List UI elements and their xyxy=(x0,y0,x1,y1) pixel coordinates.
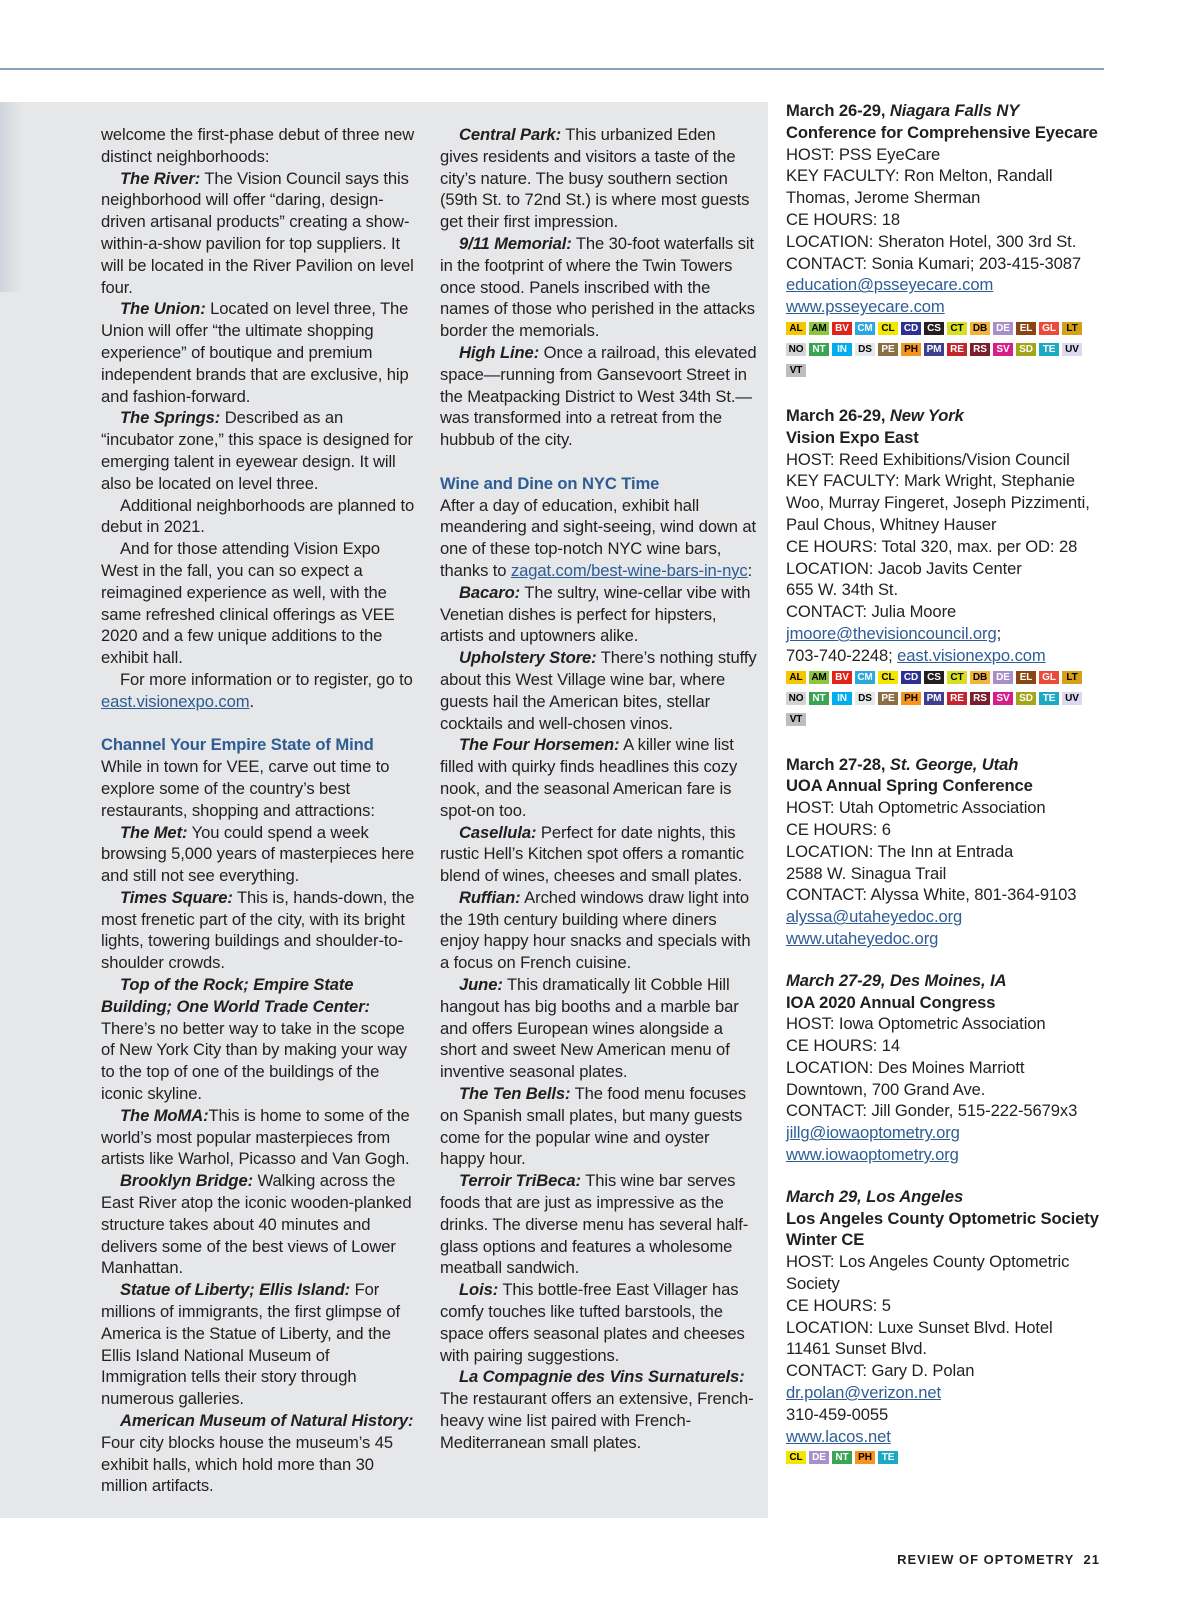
body-text: Described as an “incubator zone,” this space is designed for emerging talent in eyewear design. It will also be located on level three. xyxy=(101,408,413,493)
top-rule xyxy=(0,68,1104,70)
lead-in: The Union: xyxy=(120,299,206,319)
paragraph-river xyxy=(101,168,419,299)
event-email-link[interactable]: alyssa@utaheyedoc.org xyxy=(786,907,963,927)
badge-in: IN xyxy=(832,343,852,356)
event-date xyxy=(786,970,1106,992)
event-place: New York xyxy=(889,405,964,425)
article-column-2 xyxy=(440,124,758,1454)
badge-uv: UV xyxy=(1062,343,1082,356)
event-email-link[interactable]: jillg@iowaoptometry.org xyxy=(786,1123,960,1143)
body-text: This wine bar serves foods that are just as impressive as the drinks. The diverse menu has several half-glass options and features a wholesome meatball sandwich. xyxy=(440,1171,749,1278)
event-phone: 703-740-2248; xyxy=(786,645,898,665)
paragraph-brooklyn xyxy=(101,1170,419,1279)
event-place: St. George, Utah xyxy=(889,754,1019,774)
badge-gl: GL xyxy=(1039,322,1059,335)
event-contact: CONTACT: Gary D. Polan xyxy=(786,1361,975,1381)
badge-ds: DS xyxy=(855,692,875,705)
paragraph-union xyxy=(101,298,419,407)
badge-ph: PH xyxy=(855,1451,875,1464)
event-niagara xyxy=(786,100,1106,385)
paragraph-top xyxy=(101,974,419,1105)
event-host: HOST: Utah Optometric Association xyxy=(786,798,1046,818)
body-text: A killer wine list filled with quirky finds headlines this cozy nook, and the seasonal American fare is spot-on too. xyxy=(440,735,738,820)
event-faculty: KEY FACULTY: Mark Wright, Stephanie Woo, Murray Fingeret, Joseph Pizzimenti, Paul Chous, Whitney Hauser xyxy=(786,471,1090,534)
event-website-link[interactable]: www.iowaoptometry.org xyxy=(786,1145,959,1165)
body-text: : xyxy=(747,560,753,580)
badge-lt: LT xyxy=(1062,322,1082,335)
lead-in: Brooklyn Bridge: xyxy=(120,1171,254,1191)
badge-cs: CS xyxy=(924,671,944,684)
lead-in: The Four Horsemen: xyxy=(459,735,620,755)
badge-uv: UV xyxy=(1062,692,1082,705)
badge-gl: GL xyxy=(1039,671,1059,684)
lead-in: The Ten Bells: xyxy=(459,1084,571,1104)
event-phone: 310-459-0055 xyxy=(786,1404,889,1424)
badge-re: RE xyxy=(947,692,967,705)
body-text: This bottle-free East Villager has comfy touches like tufted barstools, the space offers seasonal plates and cheeses with pairing suggestions. xyxy=(440,1280,745,1365)
event-des-moines xyxy=(786,970,1106,1166)
badge-el: EL xyxy=(1016,322,1036,335)
badge-ct: CT xyxy=(947,671,967,684)
paragraph: welcome the first-phase debut of three new distinct neighborhoods: xyxy=(101,125,415,166)
paragraph-june xyxy=(440,974,758,1083)
badge-db: DB xyxy=(970,671,990,684)
body-text: This dramatically lit Cobble Hill hangout has big booths and a marble bar and offers European wines alongside a short and sweet New American menu of inventive seasonal plates. xyxy=(440,975,739,1082)
section-heading: Wine and Dine on NYC Time xyxy=(440,473,660,493)
event-location: LOCATION: Jacob Javits Center xyxy=(786,558,1022,578)
paragraph-horsemen xyxy=(440,734,758,821)
event-date-text: March 27-29, Des Moines, IA xyxy=(786,970,1007,990)
event-location-2: 655 W. 34th St. xyxy=(786,580,898,600)
badge-ct: CT xyxy=(947,322,967,335)
badge-ph: PH xyxy=(901,343,921,356)
body-text: For millions of immigrants, the first glimpse of America is the Statue of Liberty, and the Ellis Island National Museum of Immigration tells their story through numerous galleries. xyxy=(101,1280,400,1409)
lead-in: Statue of Liberty; Ellis Island: xyxy=(120,1280,351,1300)
badge-de: DE xyxy=(993,671,1013,684)
event-place: Niagara Falls NY xyxy=(889,101,1020,120)
paragraph-central xyxy=(440,124,758,233)
event-website-link[interactable]: www.psseyecare.com xyxy=(786,297,945,317)
paragraph: And for those attending Vision Expo West in the fall, you can so expect a reimagined experience as well, with the same refreshed clinical offerings as VEE 2020 and a few unique additions to the exhibit hall. xyxy=(101,539,395,668)
badge-te: TE xyxy=(1039,692,1059,705)
paragraph-upholstery xyxy=(440,647,758,734)
event-email-link[interactable]: dr.polan@verizon.net xyxy=(786,1383,942,1403)
lead-in: La Compagnie des Vins Surnaturels: xyxy=(459,1367,745,1387)
event-title: Vision Expo East xyxy=(786,427,919,447)
badge-cl: CL xyxy=(878,671,898,684)
lead-in: High Line: xyxy=(459,342,540,362)
edge-shadow xyxy=(0,102,22,292)
badge-cl: CL xyxy=(878,322,898,335)
badge-pe: PE xyxy=(878,692,898,705)
badge-lt: LT xyxy=(1062,671,1082,684)
body-text: The Vision Council says this neighborhood will offer “daring, design-driven artisanal products” creating a show-within-a-show pavilion for top suppliers. It will be located in the River Pavilion on level four. xyxy=(101,168,414,297)
badge-pm: PM xyxy=(924,343,944,356)
lead-in: The MoMA: xyxy=(120,1105,209,1125)
event-ce-hours: CE HOURS: 6 xyxy=(786,819,891,839)
badge-te: TE xyxy=(878,1451,898,1464)
event-location-2: 11461 Sunset Blvd. xyxy=(786,1339,927,1359)
body-text: Perfect for date nights, this rustic Hell’s Kitchen spot offers a romantic blend of wines, cheeses and small plates. xyxy=(440,822,744,886)
event-los-angeles xyxy=(786,1186,1106,1473)
badge-cm: CM xyxy=(855,322,875,335)
event-ce-hours: CE HOURS: 14 xyxy=(786,1036,901,1056)
zagat-link[interactable]: zagat.com/best-wine-bars-in-nyc xyxy=(510,560,748,580)
badge-te: TE xyxy=(1039,343,1059,356)
event-date-text: March 29, Los Angeles xyxy=(786,1186,964,1206)
event-website-link[interactable]: www.utaheyedoc.org xyxy=(786,928,939,948)
lead-in: Upholstery Store: xyxy=(459,648,597,668)
paragraph-ruffian xyxy=(440,887,758,974)
event-email-link[interactable]: education@psseyecare.com xyxy=(786,275,994,295)
lead-in: Casellula: xyxy=(459,822,537,842)
body-text: There’s no better way to take in the scope of New York City than by making your way to the top of one of the buildings of the iconic skyline. xyxy=(101,1018,407,1104)
badge-nt: NT xyxy=(809,343,829,356)
event-location: LOCATION: Des Moines Marriott Downtown, 700 Grand Ave. xyxy=(786,1057,1025,1099)
paragraph-intro xyxy=(440,495,758,582)
event-date-text: March 26-29, xyxy=(786,101,890,120)
section-heading: Channel Your Empire State of Mind xyxy=(101,735,374,755)
body-text: This urbanized Eden gives residents and visitors a taste of the city’s nature. The busy southern section (59th St. to 72nd St.) is where most guests get their first impression. xyxy=(440,125,750,232)
event-contact: CONTACT: Sonia Kumari; 203-415-3087 xyxy=(786,253,1082,273)
category-badges xyxy=(786,671,1106,734)
lead-in: The River: xyxy=(120,168,201,188)
badge-cd: CD xyxy=(901,322,921,335)
badge-nt: NT xyxy=(809,692,829,705)
body-text: The 30-foot waterfalls sit in the footprint of where the Twin Towers once stood. Panels inscribed with the names of those who perished in the attacks border the memorials. xyxy=(440,233,755,341)
event-st-george xyxy=(786,754,1106,950)
publication-name: REVIEW OF OPTOMETRY xyxy=(897,1552,1075,1567)
lead-in: The Met: xyxy=(120,822,188,842)
event-date xyxy=(786,100,1106,122)
body-text: Four city blocks house the museum’s 45 exhibit halls, which hold more than 30 million artifacts. xyxy=(101,1432,393,1496)
paragraph-tenbells xyxy=(440,1083,758,1170)
paragraph-info xyxy=(101,669,419,713)
body-text: Arched windows draw light into the 19th century building where diners enjoy happy hour snacks and specials with a focus on French cuisine. xyxy=(440,887,751,973)
event-title: Conference for Comprehensive Eyecare xyxy=(786,122,1098,142)
event-host: HOST: PSS EyeCare xyxy=(786,144,941,164)
badge-am: AM xyxy=(809,671,829,684)
event-title: IOA 2020 Annual Congress xyxy=(786,992,996,1012)
paragraph-times xyxy=(101,887,419,974)
article-column-1 xyxy=(101,124,419,1497)
badge-in: IN xyxy=(832,692,852,705)
badge-vt: VT xyxy=(786,364,806,377)
paragraph: Additional neighborhoods are planned to debut in 2021. xyxy=(101,495,415,537)
badge-vt: VT xyxy=(786,713,806,726)
event-website-link[interactable]: east.visionexpo.com xyxy=(897,645,1046,665)
event-contact: CONTACT: Julia Moore xyxy=(786,602,957,622)
body-text: Walking across the East River atop the iconic wooden-planked structure takes about 40 minutes and delivers some of the best views of Lower Manhattan. xyxy=(101,1171,412,1278)
body-text: The food menu focuses on Spanish small plates, but many guests come for the popular wine and oyster happy hour. xyxy=(440,1084,746,1169)
badge-de: DE xyxy=(993,322,1013,335)
lead-in: Central Park: xyxy=(459,125,561,144)
event-title: UOA Annual Spring Conference xyxy=(786,776,1033,796)
paragraph: While in town for VEE, carve out time to explore some of the country’s best restaurants, shopping and attractions: xyxy=(101,757,390,820)
page-number: 21 xyxy=(1083,1552,1100,1567)
body-text: Located on level three, The Union will offer “the ultimate shopping experience” of boutique and premium independent brands that are exclusive, hip and fashion-forward. xyxy=(101,299,409,406)
lead-in: 9/11 Memorial: xyxy=(459,233,572,253)
paragraph-amnh xyxy=(101,1410,419,1497)
paragraph-liberty xyxy=(101,1279,419,1410)
event-date-text: March 27-28, xyxy=(786,754,890,774)
event-location-2: 2588 W. Sinagua Trail xyxy=(786,863,947,883)
badge-no: NO xyxy=(786,692,806,705)
badge-al: AL xyxy=(786,671,806,684)
lead-in: Bacaro: xyxy=(459,582,521,602)
lead-in: Top of the Rock; Empire State Building; One World Trade Center: xyxy=(101,975,370,1016)
paragraph-casellula xyxy=(440,822,758,887)
event-contact: CONTACT: Alyssa White, 801-364-9103 xyxy=(786,885,1077,905)
body-text: The restaurant offers an extensive, French-heavy wine list paired with French-Mediterranean small plates. xyxy=(440,1389,754,1452)
badge-re: RE xyxy=(947,343,967,356)
badge-bv: BV xyxy=(832,671,852,684)
badge-cm: CM xyxy=(855,671,875,684)
events-column xyxy=(786,100,1106,1492)
paragraph-lois xyxy=(440,1279,758,1366)
event-ce-hours: CE HOURS: Total 320, max. per OD: 28 xyxy=(786,536,1078,556)
badge-rs: RS xyxy=(970,343,990,356)
category-badges xyxy=(786,1451,1106,1472)
paragraph-memorial xyxy=(440,233,758,342)
badge-cd: CD xyxy=(901,671,921,684)
paragraph-moma xyxy=(101,1105,419,1170)
body-text: There’s nothing stuffy about this West Village wine bar, where guests hail the American bites, stellar cocktails and well-chosen vinos. xyxy=(440,648,757,733)
event-location: LOCATION: The Inn at Entrada xyxy=(786,841,1014,861)
body-text: . xyxy=(249,691,254,711)
paragraph-highline xyxy=(440,342,758,451)
lead-in: The Springs: xyxy=(120,408,221,428)
page-footer xyxy=(897,1552,1100,1567)
event-host: HOST: Iowa Optometric Association xyxy=(786,1014,1046,1034)
paragraph-terroir xyxy=(440,1170,758,1279)
event-location: LOCATION: Luxe Sunset Blvd. Hotel xyxy=(786,1317,1053,1337)
badge-al: AL xyxy=(786,322,806,335)
paragraph-springs xyxy=(101,407,419,494)
body-text: For more information or to register, go to xyxy=(120,669,413,689)
body-text: After a day of education, exhibit hall meandering and sight-seeing, wind down at one of these top-notch NYC wine bars, thanks to xyxy=(440,495,756,580)
badge-sd: SD xyxy=(1016,343,1036,356)
body-text: This is home to some of the world’s most popular masterpieces from artists like Warhol, Picasso and Van Gogh. xyxy=(101,1105,410,1169)
body-text: Once a railroad, this elevated space—running from Gansevoort Street in the Meatpacking District to West 34th St.—was transformed into a retreat from the hubbub of the city. xyxy=(440,342,757,450)
badge-am: AM xyxy=(809,322,829,335)
badge-no: NO xyxy=(786,343,806,356)
event-date xyxy=(786,405,1106,427)
visionexpo-link[interactable]: east.visionexpo.com xyxy=(101,691,250,711)
lead-in: Times Square: xyxy=(120,887,233,907)
lead-in: Terroir TriBeca: xyxy=(459,1171,581,1191)
body-text: You could spend a week browsing 5,000 years of masterpieces here and still not see everything. xyxy=(101,822,415,886)
badge-sv: SV xyxy=(993,692,1013,705)
lead-in: Lois: xyxy=(459,1280,499,1300)
event-location: LOCATION: Sheraton Hotel, 300 3rd St. xyxy=(786,231,1077,251)
event-faculty: KEY FACULTY: Ron Melton, Randall Thomas, Jerome Sherman xyxy=(786,166,1053,208)
event-date xyxy=(786,754,1106,776)
paragraph-bacaro xyxy=(440,582,758,647)
event-title: Los Angeles County Optometric Society Winter CE xyxy=(786,1208,1099,1250)
event-host: HOST: Los Angeles County Optometric Society xyxy=(786,1252,1070,1294)
badge-sd: SD xyxy=(1016,692,1036,705)
badge-sv: SV xyxy=(993,343,1013,356)
badge-pe: PE xyxy=(878,343,898,356)
badge-cs: CS xyxy=(924,322,944,335)
lead-in: June: xyxy=(459,975,503,995)
badge-bv: BV xyxy=(832,322,852,335)
badge-ph: PH xyxy=(901,692,921,705)
badge-rs: RS xyxy=(970,692,990,705)
event-contact: CONTACT: Jill Gonder, 515-222-5679x3 xyxy=(786,1101,1078,1121)
category-badges xyxy=(786,322,1106,385)
badge-ds: DS xyxy=(855,343,875,356)
badge-el: EL xyxy=(1016,671,1036,684)
badge-de: DE xyxy=(809,1451,829,1464)
paragraph-lacompagnie xyxy=(440,1366,758,1453)
event-host: HOST: Reed Exhibitions/Vision Council xyxy=(786,449,1070,469)
badge-pm: PM xyxy=(924,692,944,705)
badge-cl: CL xyxy=(786,1451,806,1464)
paragraph-met xyxy=(101,822,419,887)
body-text: The sultry, wine-cellar vibe with Venetian dishes is perfect for hipsters, artists and uptowners alike. xyxy=(440,582,751,646)
event-ce-hours: CE HOURS: 18 xyxy=(786,209,901,229)
badge-db: DB xyxy=(970,322,990,335)
body-text: This is, hands-down, the most frenetic part of the city, with its bright lights, towering buildings and shoulder-to-shoulder crowds. xyxy=(101,887,415,973)
event-email-link[interactable]: jmoore@thevisioncouncil.org xyxy=(786,623,997,643)
separator: ; xyxy=(996,623,1002,643)
lead-in: Ruffian: xyxy=(459,887,521,907)
event-website-link[interactable]: www.lacos.net xyxy=(786,1426,891,1446)
event-date-text: March 26-29, xyxy=(786,405,890,425)
event-new-york xyxy=(786,405,1106,734)
event-date xyxy=(786,1186,1106,1208)
badge-nt: NT xyxy=(832,1451,852,1464)
event-ce-hours: CE HOURS: 5 xyxy=(786,1295,891,1315)
lead-in: American Museum of Natural History: xyxy=(120,1411,414,1431)
